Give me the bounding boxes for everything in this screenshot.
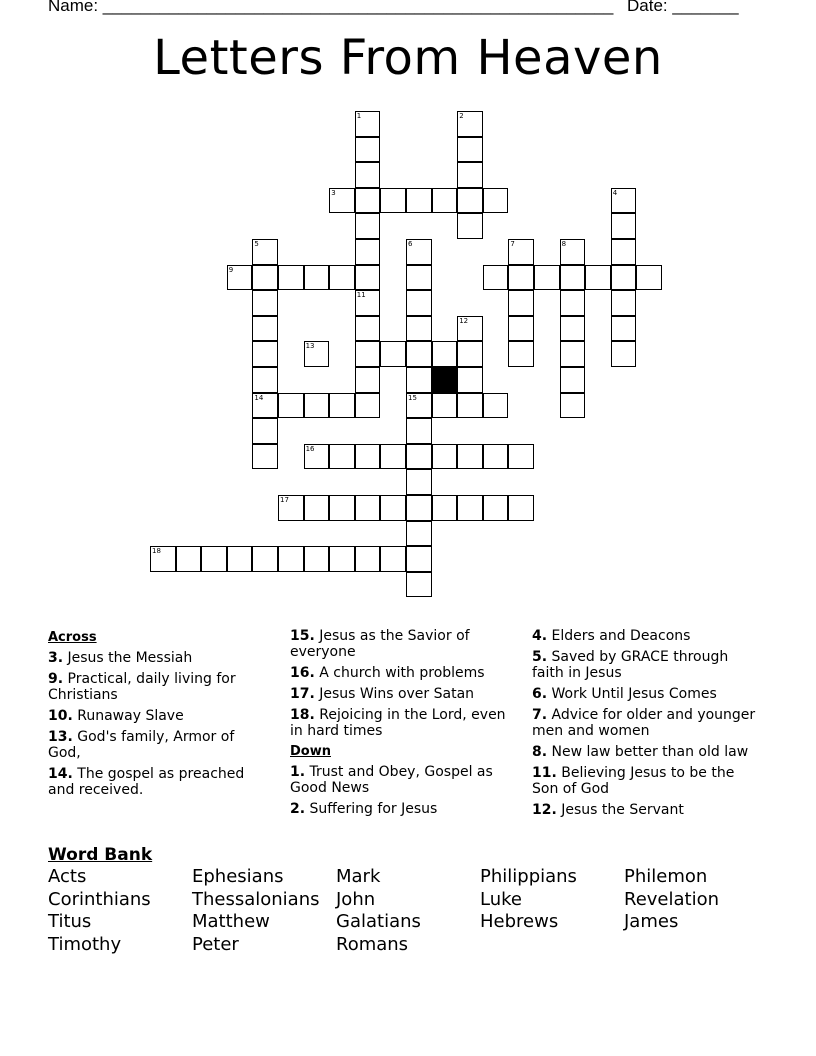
- clue-item-text: A church with problems: [314, 665, 485, 681]
- crossword-cell[interactable]: [406, 290, 432, 316]
- clue-item-text: Jesus the Servant: [556, 802, 684, 818]
- crossword-cell[interactable]: [560, 290, 586, 316]
- clue-item-number: 5.: [532, 649, 548, 665]
- crossword-cell[interactable]: [457, 213, 483, 239]
- crossword-cell[interactable]: [406, 546, 432, 572]
- crossword-cell[interactable]: [611, 239, 637, 265]
- crossword-cell[interactable]: [227, 546, 253, 572]
- crossword-cell[interactable]: [355, 111, 381, 137]
- crossword-cell[interactable]: [252, 418, 278, 444]
- down-heading: Down: [290, 744, 331, 759]
- crossword-cell[interactable]: [611, 213, 637, 239]
- crossword-cell[interactable]: [355, 546, 381, 572]
- clue-item-number: 16.: [290, 665, 315, 681]
- crossword-cell[interactable]: [252, 290, 278, 316]
- crossword-cell[interactable]: [252, 444, 278, 470]
- word-bank-word: Corinthians: [48, 888, 151, 910]
- crossword-cell[interactable]: [304, 393, 330, 419]
- crossword-cell[interactable]: [355, 316, 381, 342]
- crossword-cell[interactable]: [380, 495, 406, 521]
- clues-column-1: [48, 628, 263, 803]
- crossword-cell[interactable]: [560, 393, 586, 419]
- word-bank-title: Word Bank: [48, 845, 153, 865]
- clue-item: [532, 707, 757, 739]
- clues-column-2: [290, 628, 510, 822]
- crossword-cell[interactable]: [406, 393, 432, 419]
- crossword-cell[interactable]: [355, 290, 381, 316]
- clue-item: [290, 686, 510, 702]
- crossword-cell[interactable]: [406, 341, 432, 367]
- crossword-cell[interactable]: [278, 265, 304, 291]
- clue-item: [48, 729, 263, 761]
- clue-item-number: 14.: [48, 766, 73, 782]
- crossword-cell[interactable]: [483, 495, 509, 521]
- crossword-cell[interactable]: [329, 546, 355, 572]
- crossword-cell[interactable]: [508, 265, 534, 291]
- crossword-cell[interactable]: [611, 188, 637, 214]
- clue-item: [48, 650, 263, 666]
- crossword-cell[interactable]: [534, 265, 560, 291]
- clue-number: 8: [561, 240, 567, 248]
- crossword-cell[interactable]: [252, 393, 278, 419]
- crossword-cell[interactable]: [355, 341, 381, 367]
- crossword-cell[interactable]: [304, 265, 330, 291]
- crossword-cell[interactable]: [252, 239, 278, 265]
- date-field-line: Date: _______: [627, 0, 739, 15]
- crossword-cell[interactable]: [329, 495, 355, 521]
- clue-item: [532, 686, 757, 702]
- clue-number: 17: [280, 496, 289, 504]
- crossword-cell[interactable]: [176, 546, 202, 572]
- clue-item-text: Jesus the Messiah: [63, 650, 193, 666]
- crossword-cell[interactable]: [304, 546, 330, 572]
- clue-number: 5: [254, 240, 259, 248]
- crossword-cell[interactable]: [278, 495, 304, 521]
- crossword-cell[interactable]: [380, 188, 406, 214]
- clue-item-number: 15.: [290, 628, 315, 644]
- crossword-cell[interactable]: [560, 367, 586, 393]
- clue-item-text: Rejoicing in the Lord, even in hard times: [290, 707, 506, 739]
- crossword-cell[interactable]: [457, 367, 483, 393]
- crossword-cell[interactable]: [508, 316, 534, 342]
- crossword-cell[interactable]: [304, 341, 330, 367]
- clue-item: [532, 649, 757, 681]
- clue-item-text: Practical, daily living for Christians: [48, 671, 236, 703]
- crossword-cell[interactable]: [252, 546, 278, 572]
- word-bank-word: Revelation: [624, 888, 720, 910]
- clue-item: [290, 707, 510, 739]
- word-bank-word: Matthew: [192, 911, 270, 933]
- clue-item-text: Jesus as the Savior of everyone: [290, 628, 470, 660]
- crossword-cell[interactable]: [406, 367, 432, 393]
- crossword-cell[interactable]: [636, 265, 662, 291]
- clue-number: 18: [152, 547, 161, 556]
- crossword-cell[interactable]: [355, 495, 381, 521]
- clue-item: [48, 708, 263, 724]
- clue-item: [290, 628, 510, 660]
- across-heading: Across: [48, 630, 97, 645]
- crossword-cell[interactable]: [355, 444, 381, 470]
- crossword-cell[interactable]: [355, 239, 381, 265]
- clue-item-text: Work Until Jesus Comes: [547, 686, 717, 702]
- crossword-cell[interactable]: [457, 341, 483, 367]
- crossword-cell[interactable]: [227, 265, 253, 291]
- crossword-cell[interactable]: [406, 316, 432, 342]
- crossword-cell[interactable]: [508, 239, 534, 265]
- clue-item-text: Jesus Wins over Satan: [314, 686, 475, 702]
- clues-column-3: [532, 628, 757, 823]
- crossword-cell[interactable]: [329, 265, 355, 291]
- word-bank-word: James: [624, 911, 679, 933]
- crossword-cell[interactable]: [252, 367, 278, 393]
- crossword-cell[interactable]: [457, 444, 483, 470]
- clue-number: 16: [305, 444, 315, 453]
- crossword-cell[interactable]: [355, 188, 381, 214]
- crossword-cell[interactable]: [611, 265, 637, 291]
- crossword-cell[interactable]: [406, 239, 432, 265]
- crossword-cell[interactable]: [278, 393, 304, 419]
- down-clue-list-continued: [532, 628, 757, 818]
- crossword-cell[interactable]: [611, 316, 637, 342]
- crossword-cell[interactable]: [508, 444, 534, 470]
- crossword-black-cell: [432, 367, 458, 393]
- crossword-cell[interactable]: [560, 265, 586, 291]
- clue-item: [532, 744, 757, 760]
- crossword-cell[interactable]: [483, 444, 509, 470]
- clue-number: 1: [356, 112, 362, 120]
- word-bank-word: Mark: [336, 866, 381, 887]
- word-bank-word: Galatians: [336, 911, 421, 933]
- clue-item-text: New law better than old law: [547, 744, 749, 760]
- crossword-cell[interactable]: [304, 495, 330, 521]
- clue-item: [532, 765, 757, 797]
- crossword-cell[interactable]: [457, 316, 483, 342]
- crossword-cell[interactable]: [483, 265, 509, 291]
- word-bank-word: Philippians: [480, 866, 577, 887]
- crossword-cell[interactable]: [483, 188, 509, 214]
- crossword-cell[interactable]: [508, 495, 534, 521]
- crossword-cell[interactable]: [432, 393, 458, 419]
- word-bank-word: Timothy: [48, 934, 122, 956]
- crossword-cell[interactable]: [304, 444, 330, 470]
- clue-item-number: 18.: [290, 707, 315, 723]
- word-bank-word: Peter: [192, 934, 239, 956]
- clue-item-text: Runaway Slave: [72, 708, 184, 724]
- clue-number: 15: [408, 393, 417, 402]
- crossword-cell[interactable]: [585, 265, 611, 291]
- clue-item-number: 10.: [48, 708, 73, 724]
- down-clue-list: [290, 764, 510, 817]
- clue-item-number: 2.: [290, 801, 306, 817]
- crossword-cell[interactable]: [329, 444, 355, 470]
- word-bank-word: Acts: [48, 866, 87, 887]
- clue-number: 14: [254, 393, 264, 402]
- clue-item-number: 11.: [532, 765, 557, 781]
- clue-item: [532, 628, 757, 644]
- clue-item: [290, 801, 510, 817]
- clue-item-number: 17.: [290, 686, 315, 702]
- crossword-cell[interactable]: [508, 290, 534, 316]
- crossword-cell[interactable]: [355, 393, 381, 419]
- crossword-cell[interactable]: [457, 162, 483, 188]
- clue-number: 9: [228, 265, 234, 274]
- crossword-cell[interactable]: [380, 444, 406, 470]
- clue-number: 3: [331, 188, 336, 197]
- crossword-cell[interactable]: [380, 546, 406, 572]
- crossword-cell[interactable]: [611, 341, 637, 367]
- clue-number: 11: [356, 291, 366, 300]
- clue-number: 4: [612, 188, 618, 197]
- crossword-cell[interactable]: [278, 546, 304, 572]
- clue-item-text: Advice for older and younger men and women: [532, 707, 756, 739]
- page-title: Letters From Heaven: [153, 30, 663, 86]
- clue-item-text: Saved by GRACE through faith in Jesus: [532, 649, 729, 681]
- word-bank-word: John: [336, 888, 376, 910]
- crossword-cell[interactable]: [201, 546, 227, 572]
- crossword-cell[interactable]: [560, 316, 586, 342]
- crossword-cell[interactable]: [355, 137, 381, 163]
- crossword-cell[interactable]: [432, 188, 458, 214]
- clue-item-text: God's family, Armor of God,: [48, 729, 235, 761]
- crossword-cell[interactable]: [483, 393, 509, 419]
- clue-item-number: 6.: [532, 686, 548, 702]
- word-bank-word: Hebrews: [480, 911, 559, 933]
- crossword-cell[interactable]: [508, 341, 534, 367]
- crossword-cell[interactable]: [252, 265, 278, 291]
- crossword-cell[interactable]: [457, 393, 483, 419]
- across-clue-list: [48, 650, 263, 798]
- clue-number: 13: [305, 342, 315, 351]
- clue-item-number: 8.: [532, 744, 548, 760]
- clue-item-number: 9.: [48, 671, 64, 687]
- crossword-cell[interactable]: [406, 495, 432, 521]
- clue-item-text: Believing Jesus to be the Son of God: [532, 765, 735, 797]
- crossword-cell[interactable]: [406, 444, 432, 470]
- crossword-cell[interactable]: [406, 418, 432, 444]
- crossword-cell[interactable]: [406, 265, 432, 291]
- crossword-cell[interactable]: [611, 290, 637, 316]
- crossword-cell[interactable]: [355, 265, 381, 291]
- clue-item-number: 13.: [48, 729, 73, 745]
- crossword-cell[interactable]: [432, 495, 458, 521]
- crossword-cell[interactable]: [252, 316, 278, 342]
- clue-item-text: Elders and Deacons: [547, 628, 691, 644]
- crossword-cell[interactable]: [432, 444, 458, 470]
- crossword-cell[interactable]: [457, 188, 483, 214]
- word-bank-word: Ephesians: [192, 866, 284, 887]
- crossword-cell[interactable]: [457, 111, 483, 137]
- clue-number: 7: [510, 240, 515, 248]
- clue-item-number: 1.: [290, 764, 306, 780]
- word-bank-word: Titus: [48, 911, 92, 933]
- crossword-cell[interactable]: [457, 495, 483, 521]
- clue-number: 6: [408, 240, 413, 248]
- crossword-cell[interactable]: [252, 341, 278, 367]
- clue-item-number: 12.: [532, 802, 557, 818]
- clue-item: [290, 665, 510, 681]
- clue-number: 12: [459, 316, 469, 325]
- clue-item: [532, 802, 757, 818]
- crossword-cell[interactable]: [406, 572, 432, 598]
- clue-item-text: Suffering for Jesus: [305, 801, 438, 817]
- crossword-cell[interactable]: [560, 239, 586, 265]
- clue-item-number: 3.: [48, 650, 64, 666]
- crossword-cell[interactable]: [406, 521, 432, 547]
- crossword-cell[interactable]: [457, 137, 483, 163]
- across-clue-list-continued: [290, 628, 510, 739]
- crossword-cell[interactable]: [406, 188, 432, 214]
- crossword-cell[interactable]: [432, 341, 458, 367]
- clue-item-number: 7.: [532, 707, 548, 723]
- crossword-cell[interactable]: [380, 341, 406, 367]
- crossword-cell[interactable]: [355, 162, 381, 188]
- clue-item-text: Trust and Obey, Gospel as Good News: [290, 764, 493, 796]
- clue-item-text: The gospel as preached and received.: [48, 766, 245, 798]
- clue-item-number: 4.: [532, 628, 548, 644]
- clue-item: [48, 671, 263, 703]
- word-bank-word: Luke: [480, 888, 522, 910]
- crossword-cell[interactable]: [560, 341, 586, 367]
- crossword-cell[interactable]: [329, 188, 355, 214]
- word-bank-word: Philemon: [624, 866, 708, 887]
- word-bank-word: Romans: [336, 934, 409, 956]
- clue-item: [290, 764, 510, 796]
- crossword-cell[interactable]: [355, 213, 381, 239]
- crossword-cell[interactable]: [406, 469, 432, 495]
- word-bank-word: Thessalonians: [192, 888, 320, 910]
- clue-item: [48, 766, 263, 798]
- crossword-cell[interactable]: [355, 367, 381, 393]
- clue-number: 2: [459, 112, 464, 120]
- crossword-cell[interactable]: [329, 393, 355, 419]
- crossword-cell[interactable]: [150, 546, 176, 572]
- name-field-line: Name: ______________________________________________________: [48, 0, 614, 15]
